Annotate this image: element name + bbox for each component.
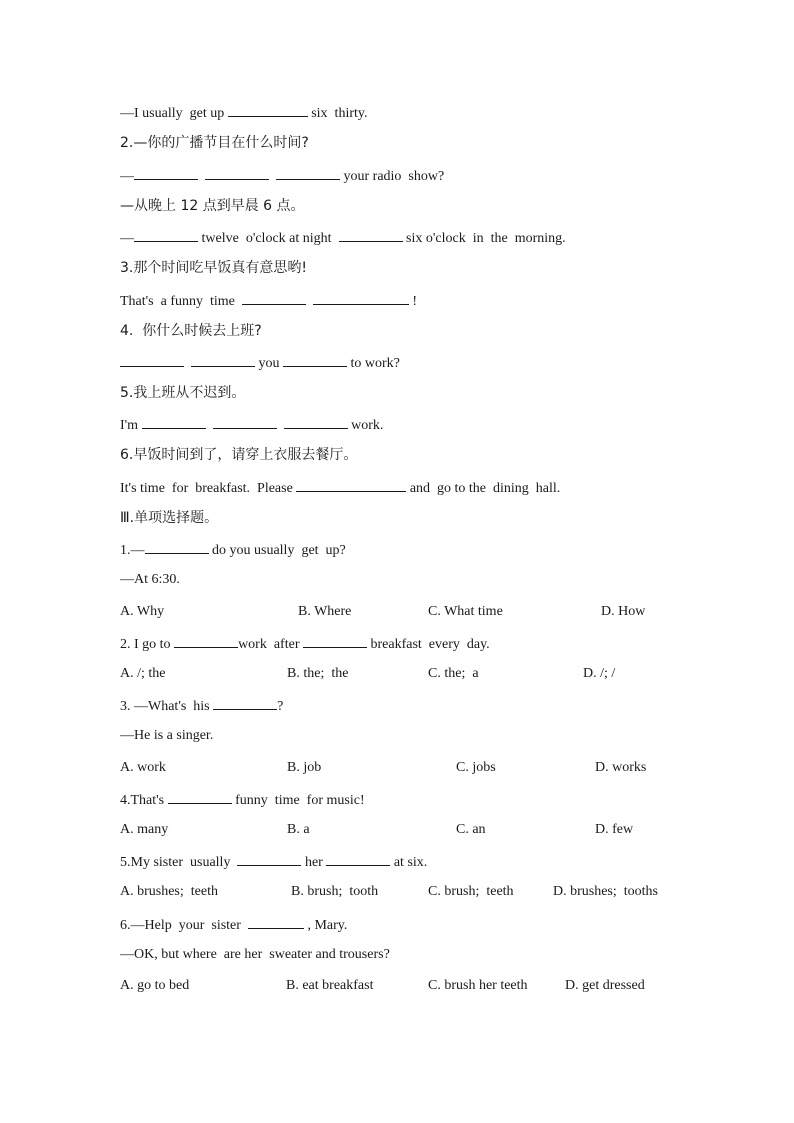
q2-answer-line [120,167,444,185]
mc-q3-option-a[interactable]: A. work [120,760,166,775]
mc-q6-reply: —OK, but where are her sweater and trousers? [120,947,390,962]
text: 1.— [120,543,145,558]
answer-blank [168,791,232,804]
answer-blank [296,479,406,492]
q2-reply-en [120,229,566,247]
mc-q5-option-b[interactable]: B. brush; tooth [291,884,379,899]
mc-q4-option-d[interactable]: D. few [595,822,634,837]
text: work. [347,418,384,433]
mc-q4-option-b[interactable]: B. a [287,822,310,837]
mc-q1-reply: —At 6:30. [120,572,180,587]
mc-q3-option-b[interactable]: B. job [287,760,322,775]
text: you [255,356,283,371]
mc-q5-option-c[interactable]: C. brush; teeth [428,884,514,899]
mc-q1-option-c[interactable]: C. What time [428,604,503,619]
text: at six. [390,855,428,870]
answer-blank [339,229,403,242]
mc-q1-option-a[interactable]: A. Why [120,604,165,619]
q6-answer-line [120,479,560,497]
text: six thirty. [307,106,368,121]
text: 4.That's [120,793,168,808]
q4-answer-line [120,354,400,372]
q2-prompt: 2.—你的广播节目在什么时间? [120,135,309,151]
mc-q3-reply: —He is a singer. [120,728,214,743]
text: 5.My sister usually [120,855,238,870]
answer-blank [145,541,209,554]
answer-blank [303,635,367,648]
mc-q6-option-b[interactable]: B. eat breakfast [286,978,374,993]
q5-answer-line [120,416,383,434]
mc-q6-option-c[interactable]: C. brush her teeth [428,978,528,993]
text: work after [238,637,303,652]
mc-q3-option-d[interactable]: D. works [595,760,647,775]
text: That's a funny time [120,294,242,309]
mc-q2-option-a[interactable]: A. /; the [120,666,166,681]
text: your radio show? [340,169,445,184]
answer-blank [284,416,348,429]
text: 2. I go to [120,637,175,652]
answer-blank [213,416,277,429]
mc-q5-option-a[interactable]: A. brushes; teeth [120,884,218,899]
q6-prompt: 6.早饭时间到了，请穿上衣服去餐厅。 [120,447,358,463]
text: — [120,169,134,184]
text: It's time for breakfast. Please [120,481,297,496]
answer-blank [283,354,347,367]
mc-q1-stem [120,541,346,559]
q1-answer-line [120,104,367,122]
mc-q6-option-a[interactable]: A. go to bed [120,978,190,993]
q5-prompt: 5.我上班从不迟到。 [120,385,246,401]
answer-blank [134,229,198,242]
q3-prompt: 3.那个时间吃早饭真有意思哟! [120,260,307,276]
answer-blank [326,853,390,866]
q4-prompt: 4. 你什么时候去上班? [120,323,262,339]
mc-q2-option-d[interactable]: D. /; / [583,666,616,681]
mc-q4-stem [120,791,365,809]
mc-q3-stem [120,697,283,715]
mc-q1-option-d[interactable]: D. How [601,604,646,619]
section-title: Ⅲ.单项选择题。 [120,510,219,526]
mc-q6-option-d[interactable]: D. get dressed [565,978,645,993]
mc-q6-stem [120,916,347,934]
mc-q4-option-a[interactable]: A. many [120,822,169,837]
answer-blank [237,853,301,866]
mc-q4-option-c[interactable]: C. an [456,822,486,837]
q3-answer-line [120,292,417,310]
answer-blank [248,916,304,929]
mc-q5-stem [120,853,427,871]
answer-blank [313,292,409,305]
answer-blank [242,292,306,305]
text: twelve o'clock at night [198,231,339,246]
text: and go to the dining hall. [406,481,561,496]
answer-blank [205,167,269,180]
answer-blank [191,354,255,367]
text: her [301,855,327,870]
mc-q2-stem [120,635,490,653]
text: do you usually get up? [208,543,346,558]
answer-blank [174,635,238,648]
answer-blank [142,416,206,429]
q2-reply: —从晚上 12 点到早晨 6 点。 [120,198,305,214]
text: six o'clock in the morning. [402,231,566,246]
mc-q2-option-b[interactable]: B. the; the [287,666,349,681]
text: to work? [347,356,400,371]
answer-blank [120,354,184,367]
mc-q2-option-c[interactable]: C. the; a [428,666,479,681]
text: I'm [120,418,142,433]
answer-blank [213,697,277,710]
text: ? [277,699,284,714]
text: funny time for music! [231,793,365,808]
text: , Mary. [303,918,348,933]
answer-blank [134,167,198,180]
mc-q5-option-d[interactable]: D. brushes; tooths [553,884,658,899]
answer-blank [228,104,308,117]
text: 3. —What's his [120,699,214,714]
mc-q3-option-c[interactable]: C. jobs [456,760,496,775]
answer-blank [276,167,340,180]
text: —I usually get up [120,106,228,121]
text: — [120,231,134,246]
mc-q1-option-b[interactable]: B. Where [298,604,352,619]
text: breakfast every day. [366,637,490,652]
text: ! [408,294,418,309]
text: 6.—Help your sister [120,918,248,933]
